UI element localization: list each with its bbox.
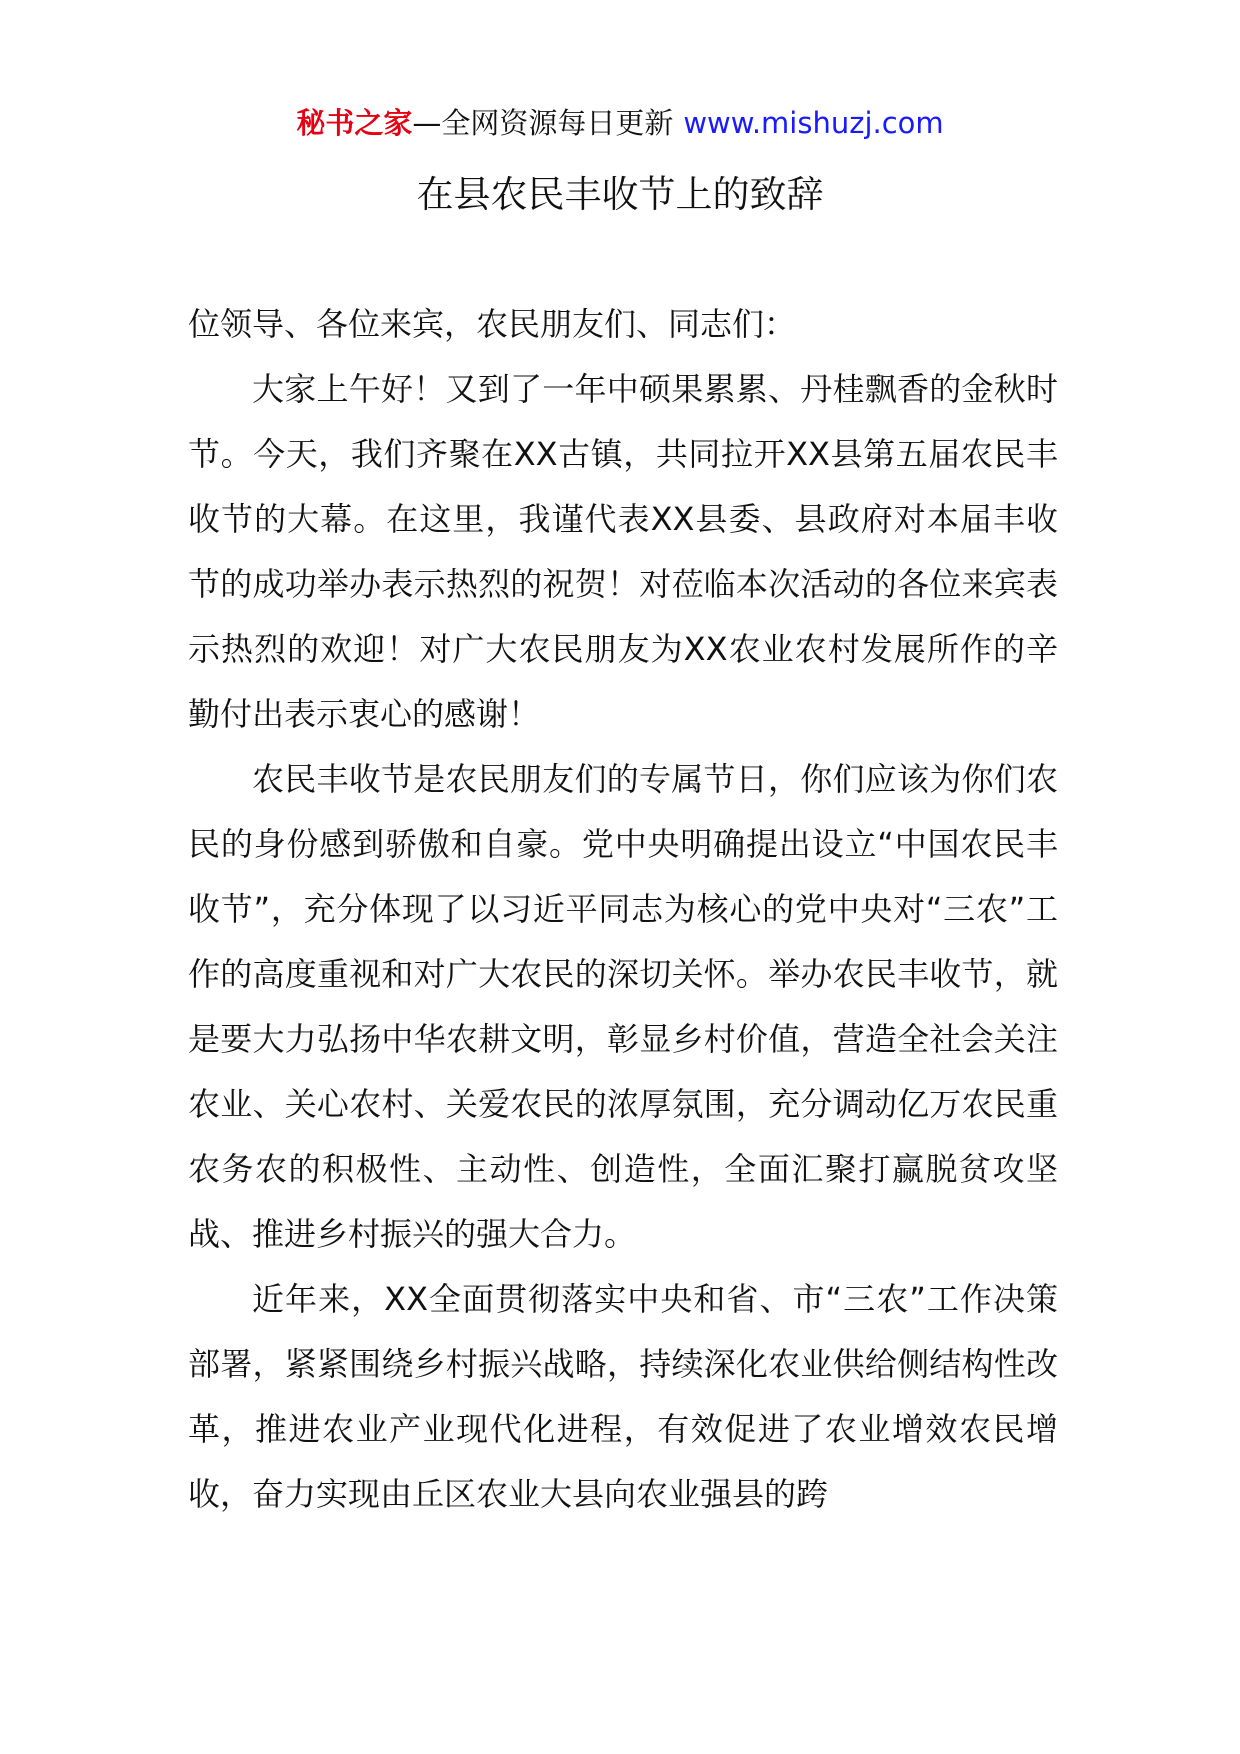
document-title: 在县农民丰收节上的致辞 xyxy=(416,173,824,216)
site-tagline: —全网资源每日更新 xyxy=(412,106,674,140)
site-header xyxy=(0,103,1240,143)
brand-name: 秘书之家 xyxy=(296,106,413,140)
paragraph-3: 近年来，XX全面贯彻落实中央和省、市“三农”工作决策部署，紧紧围绕乡村振兴战略，持续深化农业供给侧结构性改革，推进农业产业现代化进程，有效促进了农业增效农民增收，奋力实现由丘区农业大县向农业强县的跨 xyxy=(188,1280,1058,1513)
site-url-link[interactable]: www.mishuzj.com xyxy=(683,106,944,140)
greeting-line: 位领导、各位来宾，农民朋友们、同志们： xyxy=(188,305,797,343)
paragraph-1: 大家上午好！又到了一年中硕果累累、丹桂飘香的金秋时节。今天，我们齐聚在XX古镇，共同拉开XX县第五届农民丰收节的大幕。在这里，我谨代表XX县委、县政府对本届丰收节的成功举办表示热烈的祝贺！对莅临本次活动的各位来宾表示热烈的欢迎！对广大农民朋友为XX农业农村发展所作的辛勤付出表示衷心的感谢！ xyxy=(188,370,1058,733)
paragraph-2: 农民丰收节是农民朋友们的专属节日，你们应该为你们农民的身份感到骄傲和自豪。党中央明确提出设立“中国农民丰收节”，充分体现了以习近平同志为核心的党中央对“三农”工作的高度重视和对广大农民的深切关怀。举办农民丰收节，就是要大力弘扬中华农耕文明，彰显乡村价值，营造全社会关注农业、关心农村、关爱农民的浓厚氛围，充分调动亿万农民重农务农的积极性、主动性、创造性，全面汇聚打赢脱贫攻坚战、推进乡村振兴的强大合力。 xyxy=(188,760,1058,1253)
document-body xyxy=(188,292,1058,1527)
